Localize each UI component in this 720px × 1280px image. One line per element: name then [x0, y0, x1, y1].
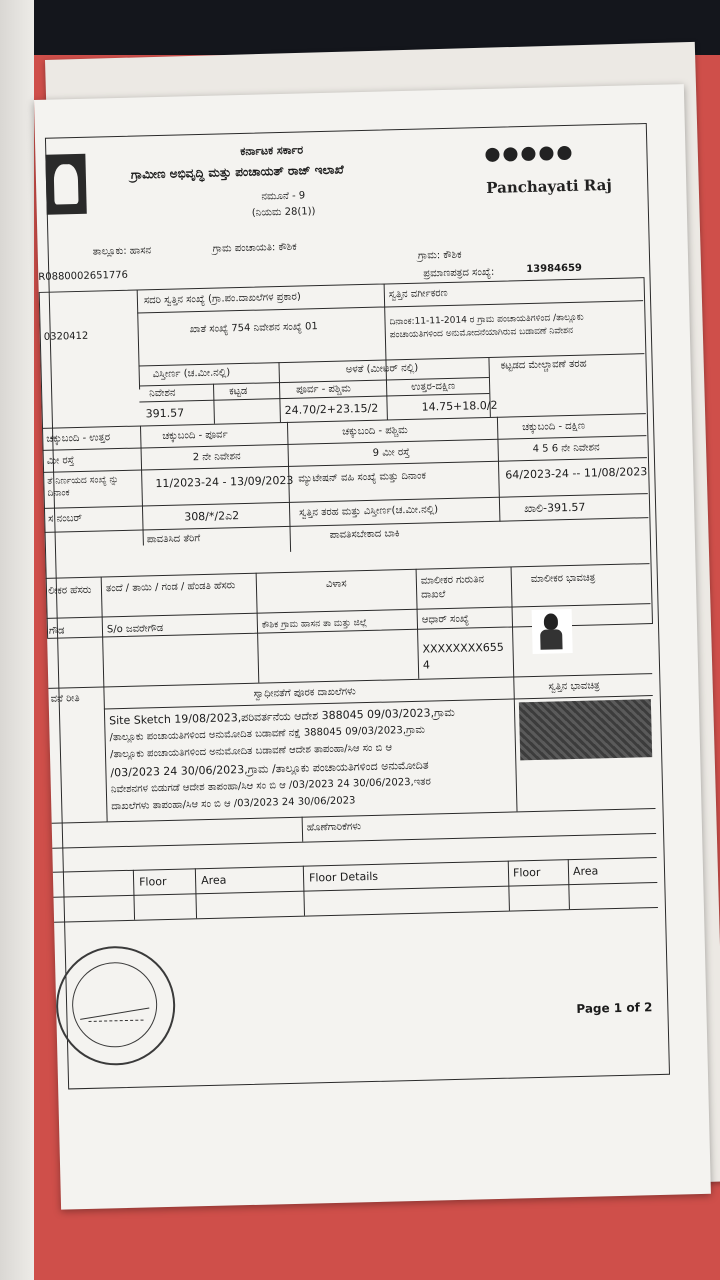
- boundary-west-value: 9 ಮೀ ರಸ್ತೆ: [372, 446, 410, 459]
- area-header: ವಿಸ್ತೀರ್ಣ (ಚ.ಮೀ.ನಲ್ಲಿ): [152, 367, 231, 381]
- panchayati-raj-logo: [485, 144, 606, 177]
- owner-photo-header: ಮಾಲೀಕರ ಭಾವಚಿತ್ರ: [530, 572, 596, 586]
- paid-tax-label: ಪಾವತಿಸಿದ ತೆರಿಗೆ: [146, 533, 201, 546]
- east-west-value: 24.70/2+23.15/2: [284, 401, 379, 417]
- panchayati-raj-logo-text: Panchayati Raj: [486, 175, 612, 197]
- site-area-label: ನಿವೇಶನ: [149, 387, 176, 400]
- building-type-header: ಕಟ್ಟಡದ ಮೇಲ್ಚಾವಣೆ ತರಹ: [500, 358, 587, 372]
- page-number: Page 1 of 2: [576, 1000, 653, 1017]
- doc-line-5: ನಿವೇಶನಗಳ ಬಿಡುಗಡೆ ಆದೇಶ ತಾಪಂಹಾ/ಸಿಆ ಸಂ ಬಿ ಆ /03/2023 24 30/06/2023,ಇತರ: [110, 776, 431, 796]
- relation-name-value: S/o ಜವರೇಗೌಡ: [106, 623, 164, 636]
- property-code: R0880002651776: [38, 269, 129, 283]
- classification-value: ದಿನಾಂಕ:11-11-2014 ರ ಗ್ರಾಮ ಪಂಚಾಯತಿಗಳಿಂದ /ತಾಲ್ಲೂಕು ಪಂಚಾಯತಿಗಳಿಂದ ಅನುಮೋದನೆಯಾಗಿರುವ ಬಡಾವಣೆ ನಿವೇಶನ: [389, 312, 584, 341]
- owner-id-number-cont: 4: [422, 658, 431, 672]
- certificate-number: 13984659: [526, 262, 583, 276]
- boundary-south-label: ಚಕ್ಕುಬಂದಿ - ದಕ್ಷಿಣ: [522, 420, 586, 434]
- owner-name-value: ಗೌಡ: [48, 625, 65, 637]
- property-photo-header: ಸ್ವತ್ತಿನ ಭಾವಚಿತ್ರ: [548, 680, 600, 693]
- property-photo: [519, 699, 652, 760]
- owner-photo: [532, 609, 573, 654]
- liabilities-header: ಹೊಣೆಗಾರಿಕೆಗಳು: [306, 821, 362, 834]
- taluk-label: ತಾಲ್ಲೂಕು: ಹಾಸನ: [92, 245, 152, 258]
- form-rule: (ನಿಯಮ 28(1)): [251, 206, 316, 219]
- owner-id-header: ಮಾಲೀಕರ ಗುರುತಿನ ದಾಖಲೆ: [420, 574, 485, 601]
- east-west-label: ಪೂರ್ವ - ಪಶ್ಚಿಮ: [296, 383, 352, 396]
- owner-name-header: ಲೀಕರ ಹೆಸರು: [47, 584, 92, 597]
- boundary-north-value: ಮೀ ರಸ್ತೆ: [46, 455, 75, 467]
- village-label: ಗ್ರಾಮ: ಕೌಶಿಕ: [417, 249, 462, 262]
- floor-column-1: Floor: [138, 874, 167, 889]
- property-type-value: ಖಾಲಿ-391.57: [523, 500, 586, 516]
- classification-header: ಸ್ವತ್ತಿನ ವರ್ಗೀಕರಣ: [388, 287, 448, 301]
- book-spine: [0, 0, 34, 1280]
- supporting-docs-header: ಸ್ವಾಧೀನತೆಗೆ ಪೂರಕ ದಾಖಲೆಗಳು: [253, 686, 356, 700]
- survey-number-label: ಸ ನಂಬರ್: [48, 512, 83, 525]
- tax-resolution-value: 11/2023-24 - 13/09/2023: [155, 473, 294, 491]
- doc-line-1: Site Sketch 19/08/2023,ಪರಿವರ್ತನೆಯ ಆದೇಶ 388045 09/03/2023,ಗ್ರಾಮ: [109, 705, 455, 728]
- north-south-label: ಉತ್ತರ-ದಕ್ಷಿಣ: [410, 380, 456, 393]
- mutation-value: 64/2023-24 -- 11/08/2023: [505, 465, 648, 482]
- table-row-left-id: 0320412: [43, 330, 89, 343]
- certificate-label: ಪ್ರಮಾಣಪತ್ರದ ಸಂಖ್ಯೆ:: [423, 266, 495, 280]
- karnataka-emblem-icon: [45, 154, 86, 215]
- mutation-label: ಮ್ಯುಟೇಷನ್ ವಹಿ ಸಂಖ್ಯೆ ಮತ್ತು ದಿನಾಂಕ: [298, 470, 427, 485]
- form-number: ನಮೂನೆ - 9: [261, 190, 306, 203]
- doc-line-4: /03/2023 24 30/06/2023,ಗ್ರಾಮ /ತಾಲ್ಲೂಕು ಪಂಚಾಯತಿಗಳಿಂದ ಅನುಮೋದಿತ: [110, 758, 429, 780]
- owner-id-type: ಆಧಾರ್ ಸಂಖ್ಯೆ: [421, 613, 470, 626]
- property-type-label: ಸ್ವತ್ತಿನ ತರಹ ಮತ್ತು ವಿಸ್ತೀರ್ಣ(ಚ.ಮೀ.ನಲ್ಲಿ): [299, 504, 439, 519]
- boundary-west-label: ಚಕ್ಕುಬಂದಿ - ಪಶ್ಚಿಮ: [342, 424, 408, 438]
- property-number-value: ಖಾತೆ ಸಂಖ್ಯೆ 754 ನಿವೇಶನ ಸಂಖ್ಯೆ 01: [189, 321, 318, 336]
- area-column-2: Area: [572, 864, 599, 879]
- property-number-header: ಸದರಿ ಸ್ವತ್ತಿನ ಸಂಖ್ಯೆ (ಗ್ರಾ.ಪಂ.ದಾಖಲೆಗಳ ಪ್ರಕಾರ): [143, 291, 301, 307]
- doc-line-2: /ತಾಲ್ಲೂಕು ಪಂಚಾಯತಿಗಳಿಂದ ಅನುಮೋದಿತ ಬಡಾವಣೆ ನಕ್ಷೆ 388045 09/03/2023,ಗ್ರಾಮ: [109, 724, 426, 744]
- gram-panchayat-label: ಗ್ರಾಮ ಪಂಚಾಯತಿ: ಕೌಶಿಕ: [212, 241, 297, 255]
- doc-line-6: ದಾಖಲೆಗಳು ತಾಪಂಹಾ/ಸಿಆ ಸಂ ಬಿ ಆ /03/2023 24 30/06/2023: [111, 795, 356, 813]
- tax-resolution-label: ತೆ ನಿರ್ಣಯದ ಸಂಖ್ಯೆ ನ್ನು ದಿನಾಂಕ: [47, 475, 119, 499]
- survey-number-value: 308/*/2ಎ2: [184, 509, 240, 524]
- north-south-value: 14.75+18.0/2: [421, 398, 498, 414]
- boundary-east-value: 2 ನೇ ನಿವೇಶನ: [192, 451, 241, 464]
- form9-document-page: [34, 84, 711, 1210]
- building-area-label: ಕಟ್ಟಡ: [229, 385, 248, 398]
- relation-name-header: ತಂದೆ / ತಾಯಿ / ಗಂಡ / ಹೆಂಡತಿ ಹೆಸರು: [105, 580, 236, 595]
- owner-id-number: XXXXXXXX655: [422, 640, 504, 656]
- department-title: ಗ್ರಾಮೀಣ ಅಭಿವೃದ್ಧಿ ಮತ್ತು ಪಂಚಾಯತ್ ರಾಜ್ ಇಲಾಖೆ: [130, 162, 344, 182]
- possession-type-label: ವನೆ ರೀತಿ: [50, 693, 80, 705]
- address-value: ಕೌಶಿಕ ಗ್ರಾಮ ಹಾಸನ ತಾ ಮತ್ತು ಜಿಲ್ಲೆ: [261, 618, 368, 631]
- tax-due-label: ಪಾವತಿಸಬೇಕಾದ ಬಾಕಿ: [329, 528, 400, 541]
- boundary-north-label: ಚಕ್ಕುಬಂದಿ - ಉತ್ತರ: [46, 432, 111, 445]
- area-column-1: Area: [200, 873, 227, 888]
- boundary-south-value: 4 5 6 ನೇ ನಿವೇಶನ: [532, 442, 600, 455]
- floor-column-2: Floor: [512, 865, 541, 880]
- floor-details-column: Floor Details: [308, 869, 379, 885]
- boundary-east-label: ಚಕ್ಕುಬಂದಿ - ಪೂರ್ವ: [162, 429, 228, 442]
- dimensions-header: ಅಳತೆ (ಮೀಟರ್ ನಲ್ಲಿ): [345, 362, 419, 376]
- address-header: ವಿಳಾಸ: [325, 578, 347, 591]
- site-area-value: 391.57: [145, 406, 185, 421]
- govt-title: ಕರ್ನಾಟಕ ಸರ್ಕಾರ: [240, 143, 304, 158]
- doc-line-3: /ತಾಲ್ಲೂಕು ಪಂಚಾಯತಿಗಳಿಂದ ಅನುಮೋದಿತ ಬಡಾವಣೆ ಆದೇಶ ತಾಪಂಹಾ/ಸಿಆ ಸಂ ಬಿ ಆ: [109, 742, 393, 761]
- signature: [77, 988, 149, 1020]
